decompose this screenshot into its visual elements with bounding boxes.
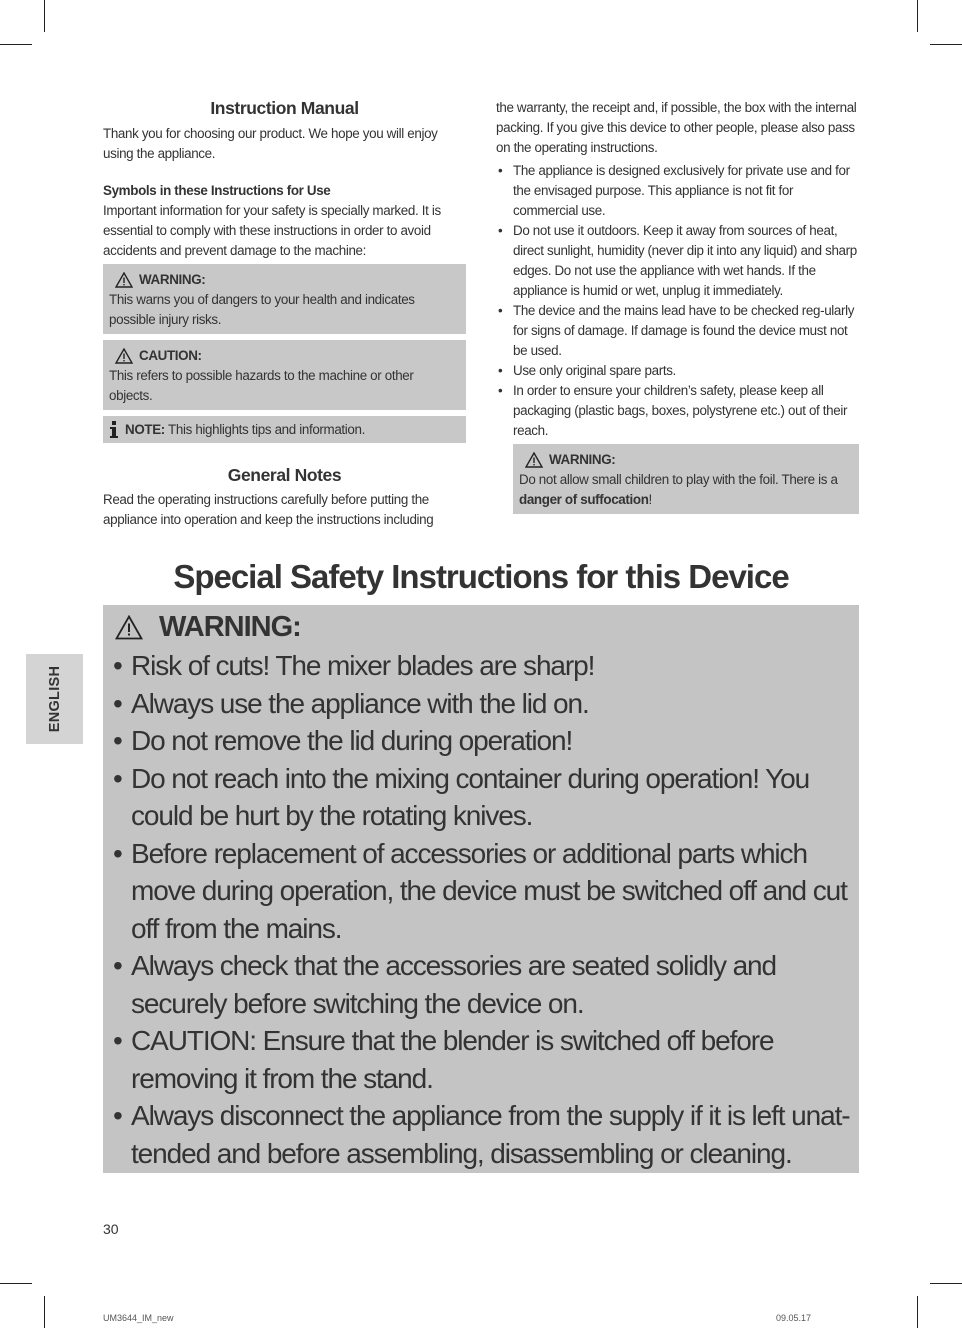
list-item: • CAUTION: Ensure that the blender is switched off before removing it from the stand. xyxy=(113,1022,853,1097)
footer-date: 09.05.17 xyxy=(776,1313,812,1323)
page-number: 30 xyxy=(103,1221,119,1237)
caution-box xyxy=(103,340,466,410)
continued-paragraph: the warranty, the receipt and, if possible, the box with the internal packing. If you give this device to other people, please also pass on the operating instructions. xyxy=(496,100,857,155)
special-safety-heading: Special Safety Instructions for this Device xyxy=(173,558,789,595)
list-item: • Do not reach into the mixing container during operation! You could be hurt by the rotating knives. xyxy=(113,760,853,835)
crop-mark xyxy=(0,1283,32,1284)
left-column xyxy=(103,98,466,530)
symbols-heading: Symbols in these Instructions for Use xyxy=(103,183,331,198)
list-item: • In order to ensure your children’s safety, please keep all packaging (plastic bags, boxes, polystyrene etc.) out of their reach. xyxy=(496,381,859,441)
info-icon xyxy=(109,421,119,439)
warning-label: WARNING: xyxy=(139,272,206,287)
symbols-paragraph: Important information for your safety is specially marked. It is essential to comply with these instructions in order to avoid accidents and prevent damage to the machine: xyxy=(103,203,441,258)
warning-triangle-icon xyxy=(525,452,543,468)
warning-label: WARNING: xyxy=(549,452,616,467)
general-notes-heading: General Notes xyxy=(227,465,342,485)
list-item: • The appliance is designed exclusively for private use and for the envisaged purpose. This appliance is not fit for commercial use. xyxy=(496,161,859,221)
crop-mark xyxy=(44,1296,45,1328)
instruction-manual-heading: Instruction Manual xyxy=(210,98,359,118)
special-warning-list xyxy=(113,647,853,1172)
warning-text: This warns you of dangers to your health and indicates possible injury risks. xyxy=(109,292,415,327)
special-warning-label: WARNING: xyxy=(159,611,301,643)
general-notes-paragraph: Read the operating instructions carefully before putting the appliance into operation and keep the instructions including xyxy=(103,492,434,527)
caution-text: This refers to possible hazards to the machine or other objects. xyxy=(109,368,414,403)
list-item: • Do not use it outdoors. Keep it away from sources of heat, direct sunlight, humidity (never dip it into any liquid) and sharp edges. Do not use the appliance with wet hands. If the appliance is humid or wet, unplug it immediately. xyxy=(496,221,859,301)
list-item: • Risk of cuts! The mixer blades are sharp! xyxy=(113,647,853,685)
note-label: NOTE: xyxy=(125,422,165,437)
crop-mark xyxy=(930,44,962,45)
list-item: • Always check that the accessories are seated solidly and securely before switching the device on. xyxy=(113,947,853,1022)
warning-triangle-icon xyxy=(115,615,143,640)
suffocation-warning-box xyxy=(513,444,859,514)
caution-label: CAUTION: xyxy=(139,348,202,363)
language-tab-label: ENGLISH xyxy=(46,665,63,733)
list-item: • Always use the appliance with the lid on. xyxy=(113,685,853,723)
caution-triangle-icon xyxy=(115,348,133,364)
footer-file-name: UM3644_IM_new xyxy=(103,1313,174,1323)
general-notes-list xyxy=(496,161,859,441)
crop-mark xyxy=(44,0,45,32)
list-item: • Use only original spare parts. xyxy=(496,361,859,381)
list-item: • Always disconnect the appliance from the supply if it is left unat-tended and before assembling, disassembling or cleaning. xyxy=(113,1097,853,1172)
note-text: This highlights tips and information. xyxy=(168,422,365,437)
language-tab xyxy=(26,654,83,744)
crop-mark xyxy=(0,44,32,45)
crop-mark xyxy=(917,1296,918,1328)
crop-mark xyxy=(930,1283,962,1284)
crop-mark xyxy=(917,0,918,32)
intro-paragraph: Thank you for choosing our product. We hope you will enjoy using the appliance. xyxy=(103,126,438,161)
warning-box xyxy=(103,264,466,334)
special-warning-box xyxy=(103,605,859,1173)
note-box xyxy=(103,416,466,443)
list-item: • The device and the mains lead have to be checked reg-ularly for signs of damage. If damage is found the device must not be used. xyxy=(496,301,859,361)
suffocation-warning-text: Do not allow small children to play with the foil. There is a danger of suffocation! xyxy=(519,472,838,507)
list-item: • Do not remove the lid during operation! xyxy=(113,722,853,760)
right-column xyxy=(496,98,859,514)
list-item: • Before replacement of accessories or additional parts which move during operation, the device must be switched off and cut off from the mains. xyxy=(113,835,853,948)
warning-triangle-icon xyxy=(115,272,133,288)
